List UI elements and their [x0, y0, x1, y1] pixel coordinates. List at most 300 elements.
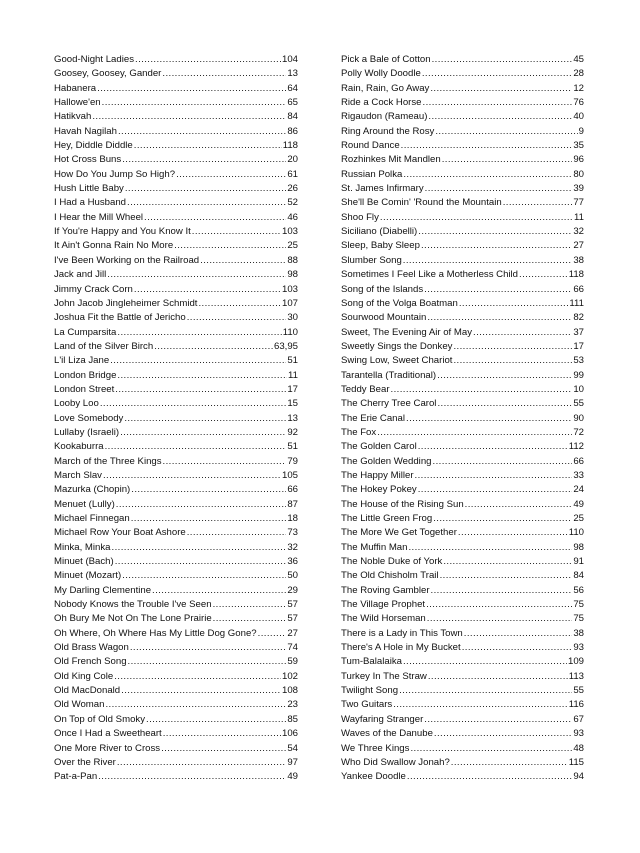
page-number: 115 [568, 756, 584, 768]
dot-leader [103, 469, 281, 483]
index-entry [54, 455, 298, 469]
song-title: The Noble Duke of York [341, 556, 443, 568]
dot-leader [102, 96, 287, 110]
song-title: March Slav [54, 469, 102, 481]
song-title: Hatikvah [54, 111, 92, 123]
index-entry [341, 397, 584, 411]
dot-leader [98, 770, 286, 784]
song-title: La Cumparsita [54, 326, 117, 338]
dot-leader [134, 283, 281, 297]
dot-leader [213, 598, 287, 612]
dot-leader [421, 239, 572, 253]
song-title: Teddy Bear [341, 383, 390, 395]
page-number: 57 [287, 613, 298, 625]
dot-leader [424, 283, 572, 297]
page-number: 56 [573, 584, 584, 596]
song-title: Tum-Balalaika [341, 656, 402, 668]
dot-leader [92, 110, 286, 124]
song-title: Old French Song [54, 656, 127, 668]
index-entry [341, 770, 584, 784]
page-number: 110 [568, 527, 584, 539]
song-title: Twilight Song [341, 685, 399, 697]
dot-leader [418, 483, 573, 497]
page-number: 111 [569, 297, 584, 309]
index-entry [341, 182, 584, 196]
page-number: 24 [573, 484, 584, 496]
page-number: 84 [573, 570, 584, 582]
index-entry [54, 182, 298, 196]
index-entry [341, 698, 584, 712]
index-entry [341, 526, 584, 540]
index-entry [54, 756, 298, 770]
index-entry [54, 598, 298, 612]
song-title: Lullaby (Israeli) [54, 426, 120, 438]
index-entry [341, 655, 584, 669]
song-title: Minuet (Mozart) [54, 570, 122, 582]
index-entry [54, 670, 298, 684]
page-number: 91 [573, 556, 584, 568]
index-entry [341, 483, 584, 497]
song-title: Michael Row Your Boat Ashore [54, 527, 186, 539]
song-title: Once I Had a Sweetheart [54, 728, 162, 740]
index-entry [341, 311, 584, 325]
index-entry [341, 627, 584, 641]
index-entry [341, 455, 584, 469]
dot-leader [105, 698, 286, 712]
song-title: Sometimes I Feel Like a Motherless Child [341, 269, 519, 281]
dot-leader [115, 555, 287, 569]
page-number: 72 [573, 426, 584, 438]
page-number: 49 [287, 771, 298, 783]
song-title: L'il Liza Jane [54, 355, 110, 367]
song-title: Sourwood Mountain [341, 312, 427, 324]
page-number: 55 [573, 685, 584, 697]
song-title: Minka, Minka [54, 541, 111, 553]
dot-leader [377, 426, 572, 440]
index-entry [54, 354, 298, 368]
index-entry [341, 225, 584, 239]
dot-leader [152, 584, 286, 598]
page-number: 48 [573, 742, 584, 754]
dot-leader [115, 383, 286, 397]
page-number: 113 [568, 670, 584, 682]
song-title: Rozhinkes Mit Mandlen [341, 154, 441, 166]
index-entry [341, 756, 584, 770]
song-title: Old King Cole [54, 670, 114, 682]
song-title: The Old Chisholm Trail [341, 570, 439, 582]
page-number: 49 [573, 498, 584, 510]
song-title: Wayfaring Stranger [341, 713, 424, 725]
page-number: 66 [287, 484, 298, 496]
dot-leader [120, 426, 286, 440]
page-number: 51 [287, 355, 298, 367]
dot-leader [464, 627, 573, 641]
song-title: I Had a Husband [54, 197, 126, 209]
index-entry [54, 96, 298, 110]
page-number: 109 [567, 656, 584, 668]
page-number: 116 [568, 699, 584, 711]
song-title: Song of the Volga Boatman [341, 297, 458, 309]
page-number: 33 [573, 469, 584, 481]
page-number: 50 [287, 570, 298, 582]
dot-leader [430, 82, 572, 96]
song-title: The Fox [341, 426, 377, 438]
dot-leader [161, 742, 286, 756]
index-entry [341, 713, 584, 727]
dot-leader [473, 326, 572, 340]
page-number: 18 [287, 513, 298, 524]
page-number: 118 [568, 269, 584, 281]
song-title: Mazurka (Chopin) [54, 484, 131, 496]
song-title: Old Woman [54, 699, 105, 711]
index-entry [341, 670, 584, 684]
page-number: 85 [287, 713, 298, 725]
song-title: Tarantella (Traditional) [341, 369, 437, 381]
song-title: Jimmy Crack Corn [54, 283, 133, 295]
index-entry [54, 268, 298, 282]
dot-leader [125, 182, 286, 196]
page-number: 76 [573, 97, 584, 109]
dot-leader [122, 569, 286, 583]
page-number: 12 [573, 82, 584, 94]
index-entry [341, 297, 584, 311]
song-title: London Street [54, 383, 115, 395]
page-number: 11 [574, 211, 584, 223]
page-number: 118 [282, 140, 298, 152]
song-title: Round Dance [341, 140, 400, 152]
dot-leader [112, 541, 287, 555]
page-number: 67 [573, 713, 584, 725]
dot-leader [437, 369, 572, 383]
dot-leader [380, 211, 573, 225]
page-number: 99 [573, 369, 584, 381]
dot-leader [130, 641, 287, 655]
index-entry [54, 196, 298, 210]
dot-leader [200, 254, 286, 268]
dot-leader [424, 713, 572, 727]
song-title: The More We Get Together [341, 527, 457, 539]
dot-leader [131, 483, 286, 497]
song-title: The Golden Carol [341, 441, 417, 453]
song-title: Love Somebody [54, 412, 124, 424]
page-number: 66 [573, 455, 584, 467]
dot-leader [187, 526, 287, 540]
song-title: Sweetly Sings the Donkey [341, 340, 453, 352]
song-title: The Happy Miller [341, 469, 414, 481]
dot-leader [176, 168, 286, 182]
song-title: Jack and Jill [54, 269, 107, 281]
dot-leader [433, 455, 573, 469]
index-entry [54, 254, 298, 268]
dot-leader [403, 168, 572, 182]
page-number: 26 [287, 183, 298, 195]
page-number: 108 [281, 685, 298, 697]
index-entry [54, 698, 298, 712]
song-title: On Top of Old Smoky [54, 713, 146, 725]
song-title: The Hokey Pokey [341, 484, 417, 496]
page-number: 82 [573, 312, 584, 324]
index-entry [341, 469, 584, 483]
index-entry [54, 426, 298, 440]
page-number: 77 [573, 197, 584, 209]
dot-leader [401, 139, 573, 153]
index-entry [54, 627, 298, 641]
index-entry [341, 110, 584, 124]
index-entry [341, 283, 584, 297]
song-title: We Three Kings [341, 742, 410, 754]
song-title: Waves of the Danube [341, 728, 433, 740]
song-title: Kookaburra [54, 441, 104, 453]
song-title: The Wild Horseman [341, 613, 426, 625]
dot-leader [213, 612, 287, 626]
dot-leader [110, 354, 286, 368]
song-title: Goosey, Goosey, Gander [54, 68, 162, 80]
page-number: 13 [287, 412, 298, 424]
dot-leader [105, 440, 287, 454]
dot-leader [122, 153, 286, 167]
index-entry [54, 612, 298, 626]
index-entry [341, 598, 584, 612]
index-entry [54, 641, 298, 655]
page-number: 29 [287, 584, 298, 596]
dot-leader [434, 727, 572, 741]
page-number: 75 [573, 613, 584, 625]
song-title: Ring Around the Rosy [341, 125, 435, 137]
song-title: Hot Cross Buns [54, 154, 122, 166]
index-entry [54, 297, 298, 311]
dot-leader [423, 96, 573, 110]
page-number: 53 [573, 355, 584, 367]
page-number: 86 [287, 125, 298, 137]
index-entry [54, 383, 298, 397]
dot-leader [427, 612, 573, 626]
dot-leader [459, 297, 569, 311]
page-number: 32 [287, 541, 298, 553]
dot-leader [192, 225, 281, 239]
index-entry [54, 211, 298, 225]
page-number: 20 [287, 154, 298, 166]
song-title: The Muffin Man [341, 541, 408, 553]
page-number: 27 [287, 627, 298, 639]
page-number: 87 [287, 498, 298, 510]
dot-leader [258, 627, 287, 641]
song-title: Minuet (Bach) [54, 556, 114, 568]
index-entry [341, 641, 584, 655]
song-title: Sleep, Baby Sleep [341, 240, 420, 252]
song-title: Menuet (Lully) [54, 498, 115, 510]
page-number: 17 [287, 383, 298, 395]
dot-leader [135, 53, 281, 67]
song-title: If You're Happy and You Know It [54, 226, 191, 238]
song-title: London Bridge [54, 369, 117, 381]
page-number: 103 [281, 226, 298, 238]
song-title: Song of the Islands [341, 283, 424, 295]
dot-leader [154, 340, 273, 354]
page-number: 45 [573, 54, 584, 65]
page-number: 94 [573, 771, 584, 783]
song-title: There is a Lady in This Town [341, 627, 463, 639]
dot-leader [465, 498, 573, 512]
dot-leader [425, 182, 573, 196]
song-title: Pick a Bale of Cotton [341, 54, 431, 65]
page-number: 98 [573, 541, 584, 553]
song-title: Shoo Fly [341, 211, 379, 223]
dot-leader [440, 569, 573, 583]
page-number: 59 [287, 656, 298, 668]
dot-leader [418, 440, 568, 454]
page-number: 112 [568, 441, 584, 453]
dot-leader [391, 383, 573, 397]
index-entry [341, 96, 584, 110]
page-number: 13 [287, 68, 298, 80]
index-entry [54, 727, 298, 741]
song-title: It Ain't Gonna Rain No More [54, 240, 174, 252]
song-title: Siciliano (Diabelli) [341, 226, 418, 238]
page-number: 38 [573, 254, 584, 266]
index-entry [341, 340, 584, 354]
index-entry [341, 742, 584, 756]
page-number: 97 [287, 756, 298, 768]
dot-leader [131, 512, 287, 526]
page-number: 35 [573, 140, 584, 152]
index-entry [54, 225, 298, 239]
index-entry [54, 168, 298, 182]
song-title: Rigaudon (Rameau) [341, 111, 428, 123]
dot-leader [146, 713, 286, 727]
index-entry [341, 498, 584, 512]
dot-leader [127, 196, 286, 210]
song-title: Oh Where, Oh Where Has My Little Dog Gone? [54, 627, 257, 639]
dot-leader [403, 655, 567, 669]
song-title: Polly Wolly Doodle [341, 68, 421, 80]
index-entry [54, 110, 298, 124]
dot-leader [399, 684, 572, 698]
index-entry [341, 125, 584, 139]
index-entry [54, 82, 298, 96]
index-entry [54, 283, 298, 297]
page-number: 63,95 [273, 340, 298, 352]
index-entry [54, 469, 298, 483]
dot-leader [163, 455, 287, 469]
dot-leader [410, 742, 572, 756]
song-title: I Hear the Mill Wheel [54, 211, 144, 223]
index-entry [341, 254, 584, 268]
index-entry [341, 53, 584, 67]
dot-leader [433, 512, 572, 526]
song-title: Hey, Diddle Diddle [54, 140, 133, 152]
index-entry [341, 369, 584, 383]
dot-leader [198, 297, 281, 311]
song-title: John Jacob Jingleheimer Schmidt [54, 297, 198, 309]
dot-leader [144, 211, 286, 225]
index-entry [341, 541, 584, 555]
page-number: 15 [287, 398, 298, 410]
page-number: 40 [573, 111, 584, 123]
page-number: 110 [282, 326, 298, 338]
page-number: 61 [287, 168, 298, 180]
index-entry [54, 569, 298, 583]
index-entry [341, 569, 584, 583]
song-title: Ride a Cock Horse [341, 97, 422, 109]
index-entry [54, 555, 298, 569]
page-number: 103 [281, 283, 298, 295]
song-title: The Roving Gambler [341, 584, 430, 596]
page-number: 64 [287, 82, 298, 94]
page-number: 55 [573, 398, 584, 410]
page-number: 65 [287, 97, 298, 109]
index-entry [341, 239, 584, 253]
page-number: 25 [573, 513, 584, 524]
page-number: 92 [287, 426, 298, 438]
dot-leader [128, 655, 287, 669]
index-entry [341, 684, 584, 698]
dot-leader [100, 397, 287, 411]
page-number: 57 [287, 599, 298, 611]
index-entry [341, 139, 584, 153]
dot-leader [431, 584, 573, 598]
page-number: 80 [573, 168, 584, 180]
song-title: Rain, Rain, Go Away [341, 82, 430, 94]
page-number: 10 [573, 383, 584, 395]
dot-leader [406, 412, 572, 426]
index-entry [54, 311, 298, 325]
index-entry [54, 369, 298, 383]
dot-leader [428, 670, 568, 684]
dot-leader [408, 541, 572, 555]
page-number: 27 [573, 240, 584, 252]
song-title: Over the River [54, 756, 116, 768]
dot-leader [426, 598, 572, 612]
dot-leader [462, 641, 573, 655]
index-entry [54, 412, 298, 426]
song-title: Old Brass Wagon [54, 642, 129, 654]
song-title: I've Been Working on the Railroad [54, 254, 200, 266]
page-number: 38 [573, 627, 584, 639]
index-entry [54, 53, 298, 67]
index-entry [341, 512, 584, 526]
index-entry [54, 498, 298, 512]
page-number: 75 [573, 599, 584, 611]
index-entry [54, 742, 298, 756]
dot-leader [453, 354, 572, 368]
page-number: 84 [287, 111, 298, 123]
song-title: The Village Prophet [341, 599, 426, 611]
song-title: Land of the Silver Birch [54, 340, 154, 352]
index-entry [341, 153, 584, 167]
index-entry [341, 412, 584, 426]
song-title: Old MacDonald [54, 685, 121, 697]
song-title: Swing Low, Sweet Chariot [341, 355, 453, 367]
index-entry [341, 67, 584, 81]
song-title: Hush Little Baby [54, 183, 124, 195]
song-title: The House of the Rising Sun [341, 498, 464, 510]
index-entry [341, 82, 584, 96]
page-number: 39 [573, 183, 584, 195]
song-title: Havah Nagilah [54, 125, 117, 137]
index-entry [341, 268, 584, 282]
dot-leader [415, 469, 573, 483]
page-number: 51 [287, 441, 298, 453]
song-title: Pat-a-Pan [54, 771, 98, 783]
page-number: 79 [287, 455, 298, 467]
song-title: Turkey In The Straw [341, 670, 427, 682]
dot-leader [117, 756, 286, 770]
index-entry [54, 139, 298, 153]
page-number: 96 [573, 154, 584, 166]
song-title: Habanera [54, 82, 97, 94]
page-number: 88 [287, 254, 298, 266]
dot-leader [453, 340, 572, 354]
